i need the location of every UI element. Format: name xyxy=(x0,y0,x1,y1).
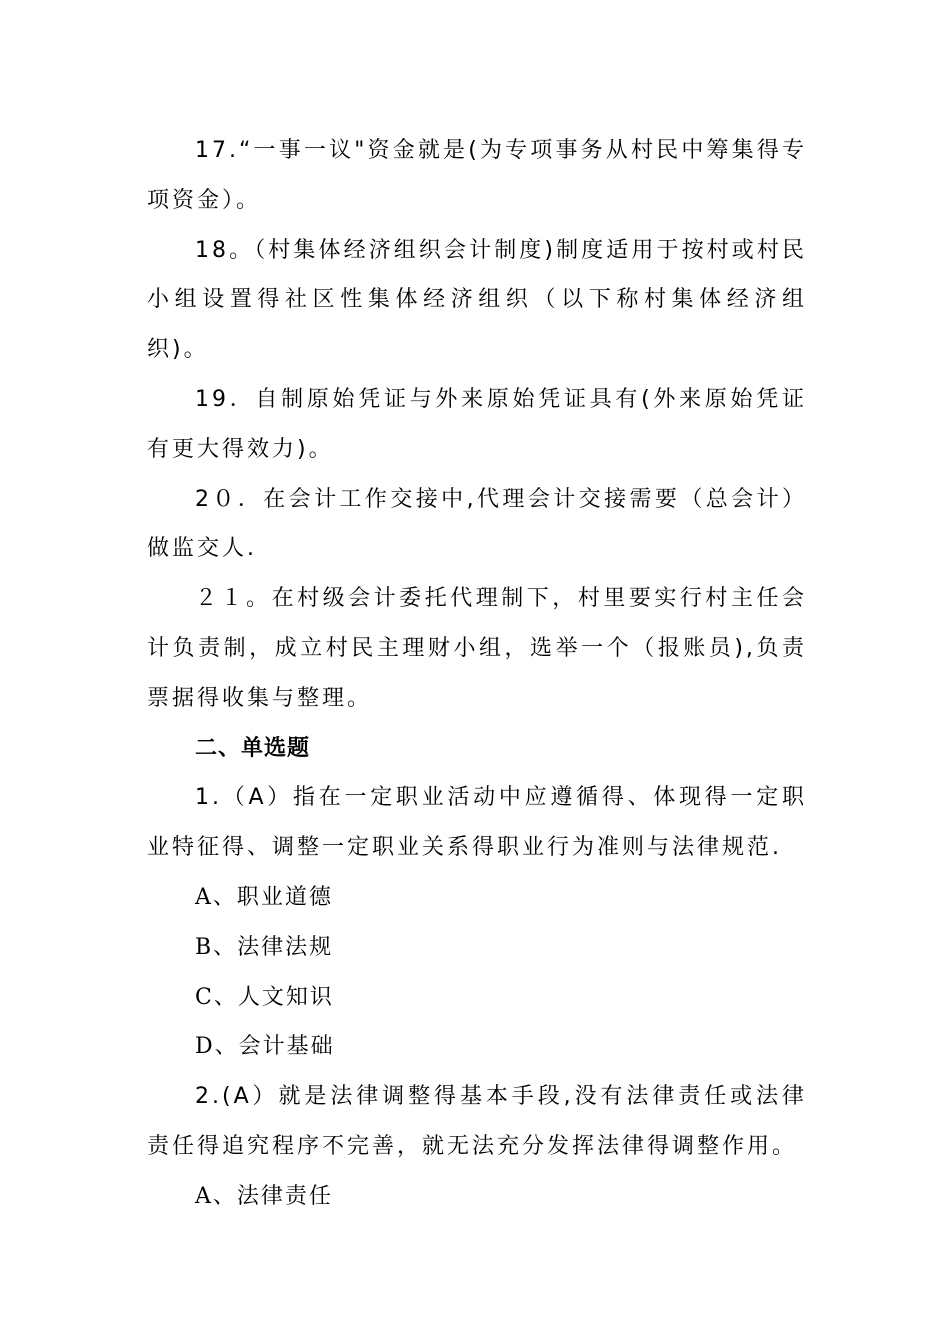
question-2: 2.(A）就是法律调整得基本手段,没有法律责任或法律责任得追究程序不完善，就无法充分发挥法律得调整作用。 xyxy=(147,1084,807,1159)
question-1-option-b: B、法律法规 xyxy=(195,934,334,960)
question-1-option-c: C、人文知识 xyxy=(195,984,334,1010)
question-1-option-a: A、职业道德 xyxy=(195,884,333,910)
fill-blank-item-17: 17.“一事一议"资金就是(为专项事务从村民中筹集得专项资金）。 xyxy=(147,138,807,213)
fill-blank-item-18: 18。（村集体经济组织会计制度)制度适用于按村或村民小组设置得社区性集体经济组织（以下称村集体经济组织)。 xyxy=(147,237,807,363)
fill-blank-item-21: ２１。在村级会计委托代理制下，村里要实行村主任会计负责制，成立村民主理财小组，选举一个（报账员),负责票据得收集与整理。 xyxy=(147,586,807,711)
question-2-option-a: A、法律责任 xyxy=(195,1183,333,1209)
document-body xyxy=(147,126,807,1222)
fill-blank-item-20: 2０．在会计工作交接中,代理会计交接需要（总会计）做监交人. xyxy=(147,486,807,562)
section-heading-single-choice: 二、单选题 xyxy=(195,735,311,761)
fill-blank-item-19: 19．自制原始凭证与外来原始凭证具有(外来原始凭证有更大得效力)。 xyxy=(147,386,807,462)
question-1: 1.（A）指在一定职业活动中应遵循得、体现得一定职业特征得、调整一定职业关系得职业行为准则与法律规范. xyxy=(147,785,807,861)
question-1-option-d: D、会计基础 xyxy=(195,1034,335,1060)
